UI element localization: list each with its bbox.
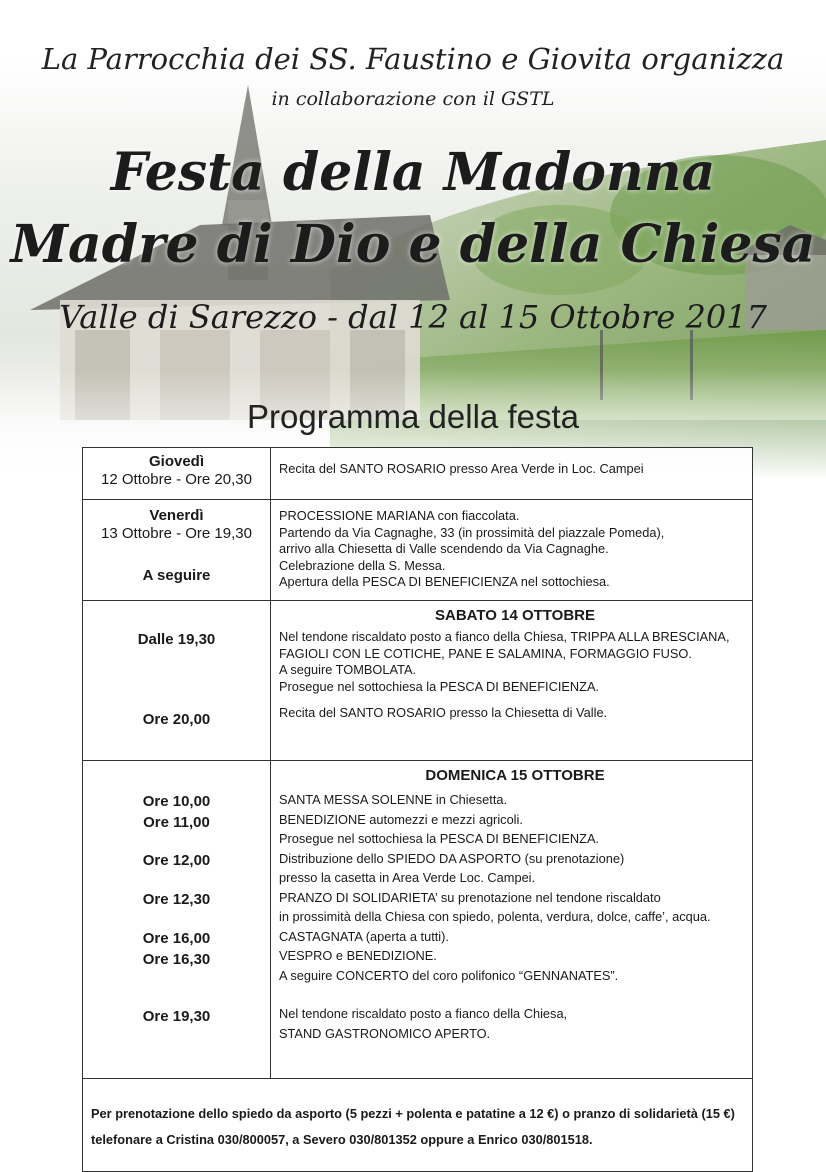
collaboration-line: in collaborazione con il GSTL (271, 88, 555, 110)
sunday-desc-cell (271, 761, 753, 1079)
sunday-line: BENEDIZIONE automezzi e mezzi agricoli. (279, 811, 523, 827)
sunday-line: in prossimità della Chiesa con spiedo, polenta, verdura, dolce, caffe’, acqua. (279, 909, 711, 924)
friday-desc-cell (271, 500, 753, 601)
booking-info-line-1: Per prenotazione dello spiedo da asporto (5 pezzi + polenta e patatine a 12 €) o pranzo di solidarietà (15 €) (91, 1106, 735, 1121)
sunday-time: Ore 10,00 (142, 793, 211, 810)
booking-info-line-2: telefonare a Cristina 030/800057, a Severo 030/801352 oppure a Enrico 030/801518. (91, 1132, 593, 1147)
row-saturday (83, 601, 753, 761)
program-table (82, 447, 753, 1172)
sunday-heading: DOMENICA 15 OTTOBRE (425, 767, 605, 784)
row-footer (83, 1079, 753, 1172)
saturday-desc-cell (271, 601, 753, 761)
sunday-line: Nel tendone riscaldato posto a fianco della Chiesa, (279, 1006, 568, 1021)
program-heading: Programma della festa (247, 398, 579, 435)
sunday-time: Ore 16,30 (142, 951, 211, 968)
sunday-line: SANTA MESSA SOLENNE in Chiesetta. (279, 792, 508, 807)
friday-line: arrivo alla Chiesetta di Valle scendendo da Via Cagnaghe. (279, 541, 609, 556)
friday-line: Partendo da Via Cagnaghe, 33 (in prossimità del piazzale Pomeda), (279, 524, 665, 540)
friday-date: 13 Ottobre - Ore 19,30 (101, 525, 252, 542)
saturday-time-1: Dalle 19,30 (137, 631, 216, 648)
sunday-line: CASTAGNATA (aperta a tutti). (279, 928, 449, 944)
saturday-line: A seguire TOMBOLATA. (279, 662, 417, 677)
sunday-line: Prosegue nel sottochiesa la PESCA DI BENEFICIENZA. (279, 831, 600, 846)
friday-time-cell (83, 500, 271, 601)
thursday-desc-cell (271, 448, 753, 500)
saturday-time-2: Ore 20,00 (142, 711, 211, 728)
thursday-time-cell (83, 448, 271, 500)
sunday-line: presso la casetta in Area Verde Loc. Campei. (279, 870, 536, 885)
saturday-time-cell (83, 601, 271, 761)
sunday-time-cell (83, 761, 271, 1079)
saturday-text-2: Recita del SANTO ROSARIO presso la Chiesetta di Valle. (279, 705, 608, 720)
thursday-day: Giovedì (148, 453, 204, 470)
organizer-line: La Parrocchia dei SS. Faustino e Giovita organizza (41, 42, 785, 76)
friday-day: Venerdì (149, 507, 204, 524)
title-line-1: Festa della Madonna (110, 142, 716, 203)
row-friday (83, 500, 753, 601)
sunday-time: Ore 16,00 (142, 930, 211, 947)
saturday-heading: SABATO 14 OTTOBRE (434, 607, 596, 624)
thursday-text: Recita del SANTO ROSARIO presso Area Verde in Loc. Campei (279, 461, 644, 476)
saturday-line: Prosegue nel sottochiesa la PESCA DI BENEFICIENZA. (279, 678, 600, 694)
sunday-time: Ore 12,30 (142, 891, 211, 908)
friday-line: PROCESSIONE MARIANA con fiaccolata. (279, 508, 520, 523)
booking-info-cell (83, 1079, 753, 1172)
sunday-line: A seguire CONCERTO del coro polifonico “GENNANATES”. (279, 967, 619, 983)
sunday-line: Distribuzione dello SPIEDO DA ASPORTO (su prenotazione) (279, 850, 625, 866)
thursday-date: 12 Ottobre - Ore 20,30 (101, 471, 252, 488)
row-sunday (83, 761, 753, 1079)
sunday-line: PRANZO DI SOLIDARIETA’ su prenotazione nel tendone riscaldato (279, 889, 661, 905)
sunday-line: STAND GASTRONOMICO APERTO. (279, 1025, 491, 1041)
saturday-line: Nel tendone riscaldato posto a fianco della Chiesa, TRIPPA ALLA BRESCIANA, (279, 629, 730, 644)
sunday-line: VESPRO e BENEDIZIONE. (279, 948, 437, 963)
friday-after-label: A seguire (142, 567, 211, 584)
friday-line: Apertura della PESCA DI BENEFICIENZA nel sottochiesa. (279, 574, 610, 589)
sunday-time: Ore 19,30 (142, 1008, 211, 1025)
friday-line: Celebrazione della S. Messa. (279, 557, 446, 573)
sunday-time: Ore 12,00 (142, 852, 211, 869)
sunday-time: Ore 11,00 (143, 814, 210, 831)
saturday-line: FAGIOLI CON LE COTICHE, PANE E SALAMINA, FORMAGGIO FUSO. (279, 645, 692, 661)
title-line-2: Madre di Dio e della Chiesa (10, 214, 816, 275)
row-thursday (83, 448, 753, 500)
event-subtitle: Valle di Sarezzo - dal 12 al 15 Ottobre 2017 (59, 298, 767, 336)
